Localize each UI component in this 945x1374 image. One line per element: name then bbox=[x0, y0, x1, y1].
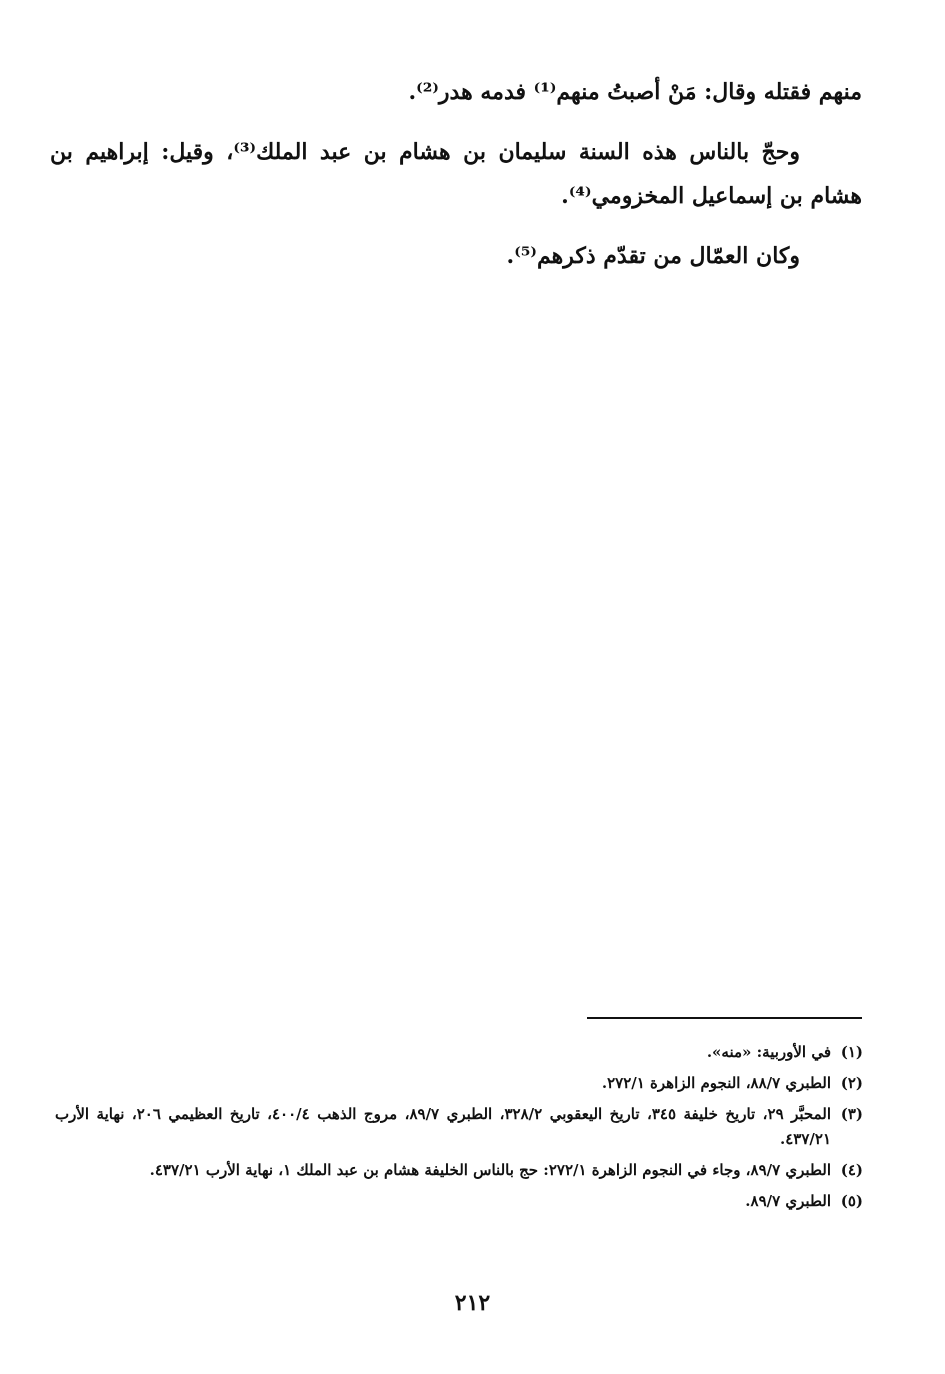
footnote bbox=[55, 1158, 863, 1183]
footnote-number: (٢) bbox=[840, 1074, 863, 1092]
footnote-divider bbox=[587, 1017, 862, 1019]
footnote bbox=[55, 1040, 863, 1065]
page-number: ٢١٢ bbox=[454, 1290, 491, 1316]
footnote-text: الطبري ٨٩/٧، وجاء في النجوم الزاهرة ٢٧٢/١: حج بالناس الخليفة هشام بن عبد الملك ١، نهاية الأرب ٤٣٧/٢١. bbox=[149, 1161, 831, 1179]
footnote-number: (٥) bbox=[840, 1192, 863, 1210]
footnotes-section bbox=[55, 1040, 863, 1220]
paragraph: منهم فقتله وقال: مَنْ أصبتُ منهم⁽¹⁾ فدمه هدر⁽²⁾. bbox=[408, 79, 862, 105]
footnote-text: الطبري ٨٩/٧. bbox=[745, 1192, 831, 1210]
footnote-number: (١) bbox=[840, 1043, 863, 1061]
footnote-text: في الأوربية: «منه». bbox=[706, 1043, 831, 1061]
footnote bbox=[55, 1102, 863, 1152]
footnote-number: (٣) bbox=[840, 1105, 863, 1123]
main-text-block bbox=[50, 70, 862, 278]
paragraph: وحجّ بالناس هذه السنة سليمان بن هشام بن عبد الملك⁽³⁾، وقيل: إبراهيم بن هشام بن إسماعيل المخزومي⁽⁴⁾. bbox=[50, 139, 862, 209]
footnote bbox=[55, 1189, 863, 1214]
paragraph: وكان العمّال من تقدّم ذكرهم⁽⁵⁾. bbox=[506, 243, 800, 269]
footnote-number: (٤) bbox=[840, 1161, 863, 1179]
footnote-text: المحبَّر ٢٩، تاريخ خليفة ٣٤٥، تاريخ اليعقوبي ٣٢٨/٢، الطبري ٨٩/٧، مروج الذهب ٤٠٠/٤، تاريخ العظيمي ٢٠٦، نهاية الأرب ٤٣٧/٢١. bbox=[55, 1105, 832, 1148]
footnote-text: الطبري ٨٨/٧، النجوم الزاهرة ٢٧٢/١. bbox=[601, 1074, 831, 1092]
footnote bbox=[55, 1071, 863, 1096]
